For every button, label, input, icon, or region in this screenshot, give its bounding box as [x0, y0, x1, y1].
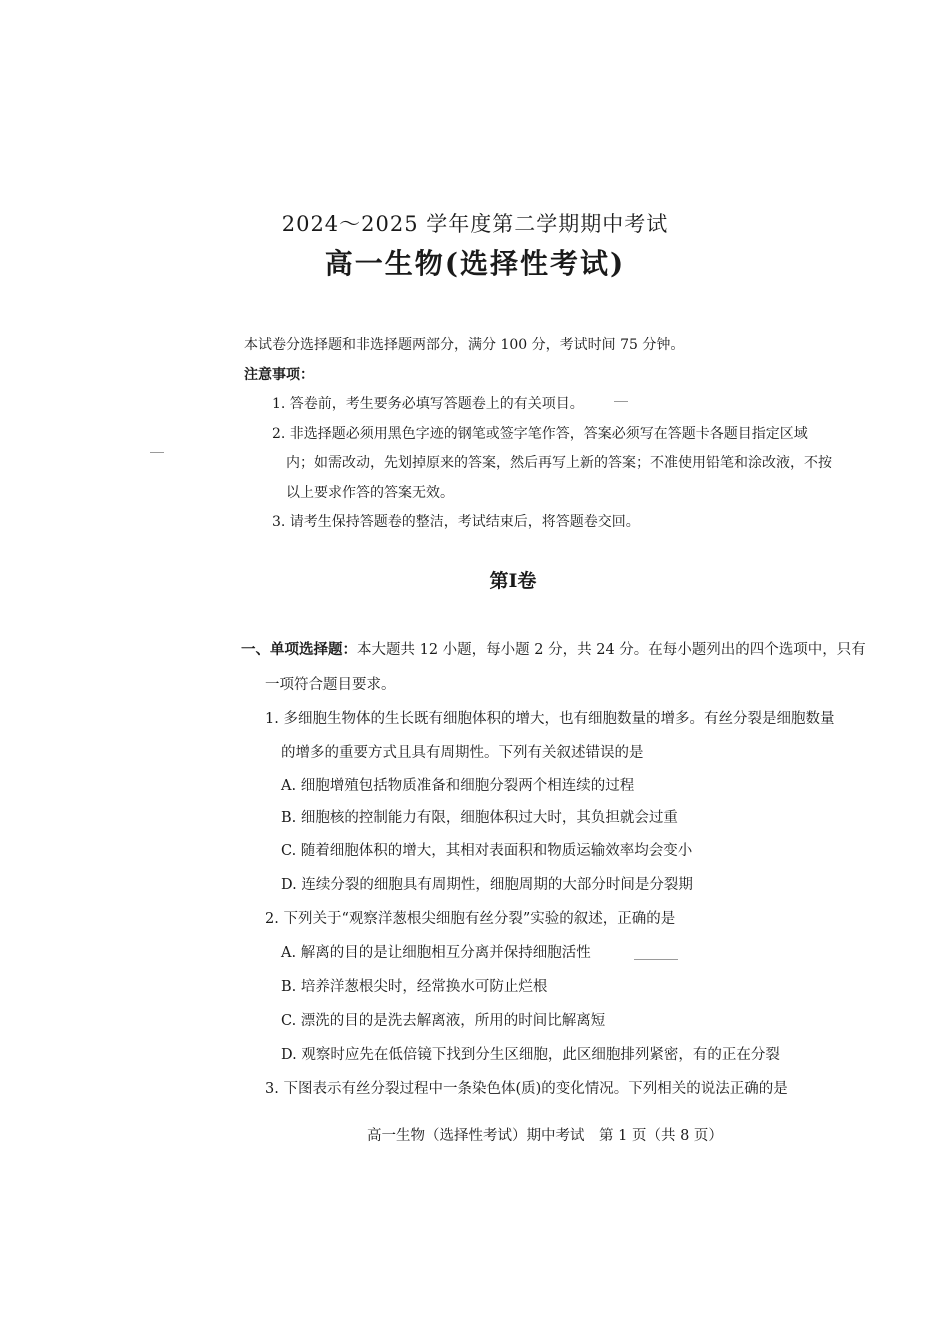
question-2-stem: 2. 下列关于“观察洋葱根尖细胞有丝分裂”实验的叙述，正确的是 [265, 911, 676, 927]
question-2-option-a: A. 解离的目的是让细胞相互分离并保持细胞活性 [281, 945, 591, 961]
notice-item: 内；如需改动，先划掉原来的答案，然后再写上新的答案；不准使用铅笔和涂改液，不按 [286, 455, 832, 471]
part-desc-line1: 本大题共 12 小题，每小题 2 分，共 24 分。在每小题列出的四个选项中，只有 [357, 642, 866, 658]
question-1-option-d: D. 连续分裂的细胞具有周期性，细胞周期的大部分时间是分裂期 [281, 877, 693, 893]
question-3-stem: 3. 下图表示有丝分裂过程中一条染色体(质)的变化情况。下列相关的说法正确的是 [265, 1081, 788, 1097]
page-footer: 高一生物（选择性考试）期中考试 第 1 页（共 8 页） [367, 1128, 723, 1144]
question-1-option-b: B. 细胞核的控制能力有限，细胞体积过大时，其负担就会过重 [281, 810, 678, 826]
question-2-option-c: C. 漂洗的目的是洗去解离液，所用的时间比解离短 [281, 1013, 606, 1029]
notice-item: 以上要求作答的答案无效。 [286, 485, 454, 501]
question-2-option-d: D. 观察时应先在低倍镜下找到分生区细胞，此区细胞排列紧密，有的正在分裂 [281, 1047, 780, 1063]
question-1-option-c: C. 随着细胞体积的增大，其相对表面积和物质运输效率均会变小 [281, 843, 693, 859]
exam-intro: 本试卷分选择题和非选择题两部分，满分 100 分，考试时间 75 分钟。 [244, 337, 685, 353]
question-1-stem: 的增多的重要方式且具有周期性。下列有关叙述错误的是 [281, 745, 644, 761]
scan-artifact [614, 401, 628, 402]
notice-item: 1. 答卷前，考生要务必填写答题卷上的有关项目。 [272, 396, 584, 412]
scan-artifact [150, 452, 164, 453]
question-2-option-b: B. 培养洋葱根尖时，经常换水可防止烂根 [281, 979, 548, 995]
question-1-option-a: A. 细胞增殖包括物质准备和细胞分裂两个相连续的过程 [281, 778, 635, 794]
notice-item: 3. 请考生保持答题卷的整洁，考试结束后，将答题卷交回。 [272, 514, 640, 530]
subject-title: 高一生物(选择性考试) [324, 247, 626, 280]
question-1-stem: 1. 多细胞生物体的生长既有细胞体积的增大，也有细胞数量的增多。有丝分裂是细胞数量 [265, 711, 835, 727]
scan-artifact [634, 959, 678, 960]
part-label: 一、单项选择题： [241, 641, 357, 658]
part-description [241, 638, 866, 659]
section-title: 第Ⅰ卷 [489, 570, 537, 592]
part-desc-line2: 一项符合题目要求。 [265, 677, 396, 693]
notice-heading: 注意事项： [244, 367, 314, 383]
notice-item: 2. 非选择题必须用黑色字迹的钢笔或签字笔作答，答案必须写在答题卡各题目指定区域 [272, 426, 808, 442]
exam-title: 2024～2025 学年度第二学期期中考试 [281, 212, 669, 236]
